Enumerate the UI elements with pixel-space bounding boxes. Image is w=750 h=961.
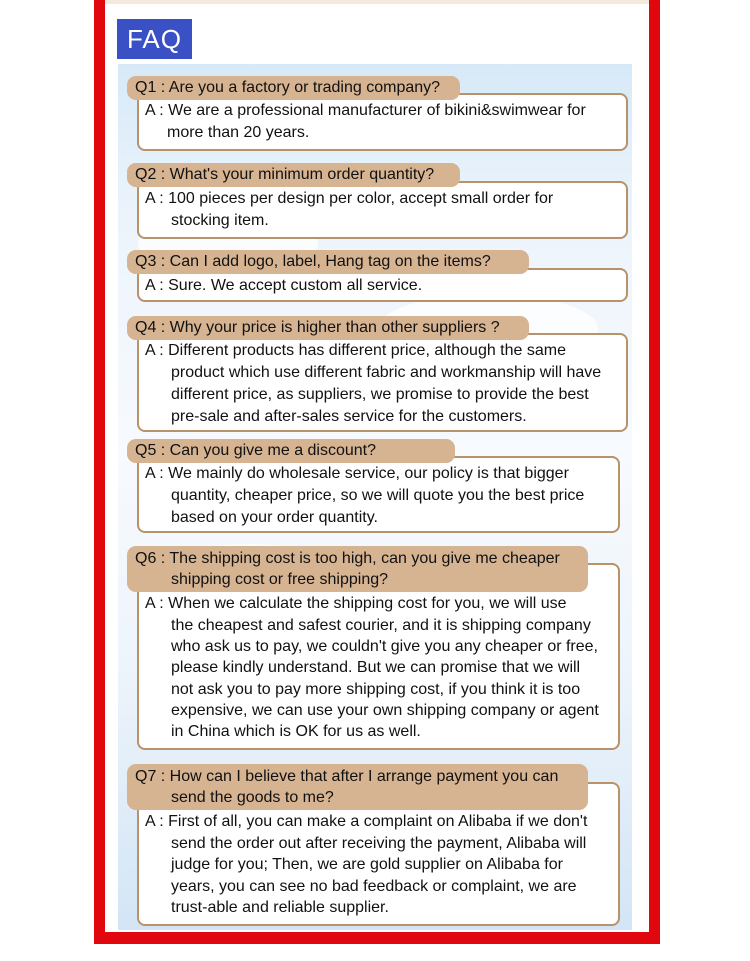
question-label: [127, 764, 588, 810]
question-label: [127, 163, 460, 187]
answer-line: A : Sure. We accept custom all service.: [145, 277, 423, 294]
answer-line: judge for you; Then, we are gold supplier on Alibaba for: [171, 856, 563, 873]
question-label: [127, 316, 529, 340]
question-line: Q1 : Are you a factory or trading company?: [135, 79, 441, 96]
question-label: [127, 76, 460, 100]
question-line: Q3 : Can I add logo, label, Hang tag on the items?: [135, 253, 491, 270]
answer-line: years, you can see no bad feedback or complaint, we are: [171, 878, 577, 895]
answer-line: different price, as suppliers, we promise to provide the best: [171, 386, 589, 403]
answer-line: expensive, we can use your own shipping company or agent: [171, 702, 599, 719]
question-line: Q7 : How can I believe that after I arrange payment you can: [135, 768, 559, 785]
answer-line: quantity, cheaper price, so we will quote you the best price: [171, 487, 585, 504]
question-line: Q6 : The shipping cost is too high, can you give me cheaper: [135, 550, 560, 567]
question-line: Q4 : Why your price is higher than other suppliers ?: [135, 319, 500, 336]
faq-heading: FAQ: [117, 19, 192, 59]
answer-line: product which use different fabric and workmanship will have: [171, 364, 602, 381]
answer-line: A : When we calculate the shipping cost for you, we will use: [145, 595, 567, 612]
answer-line: A : First of all, you can make a complaint on Alibaba if we don't: [145, 813, 588, 830]
answer-box: [137, 456, 620, 533]
answer-line: pre-sale and after-sales service for the customers.: [171, 408, 527, 425]
answer-line: not ask you to pay more shipping cost, if you think it is too: [171, 681, 581, 698]
answer-line: send the order out after receiving the payment, Alibaba will: [171, 835, 587, 852]
answer-line: based on your order quantity.: [171, 509, 378, 526]
question-line: Q2 : What's your minimum order quantity?: [135, 166, 435, 183]
question-line: send the goods to me?: [171, 789, 334, 806]
answer-line: who ask us to pay, we couldn't give you any cheaper or free,: [171, 638, 598, 655]
question-label: [127, 250, 529, 274]
question-label: [127, 546, 588, 592]
answer-line: A : 100 pieces per design per color, accept small order for: [145, 190, 554, 207]
answer-line: the cheapest and safest courier, and it is shipping company: [171, 617, 591, 634]
top-strip: [105, 0, 649, 4]
question-label: [127, 439, 455, 463]
answer-line: trust-able and reliable supplier.: [171, 899, 389, 916]
answer-line: more than 20 years.: [167, 124, 310, 141]
question-line: shipping cost or free shipping?: [171, 571, 389, 588]
answer-box: [137, 93, 628, 151]
answer-line: A : Different products has different price, although the same: [145, 342, 566, 359]
question-line: Q5 : Can you give me a discount?: [135, 442, 377, 459]
answer-line: in China which is OK for us as well.: [171, 723, 421, 740]
answer-line: A : We mainly do wholesale service, our policy is that bigger: [145, 465, 569, 482]
answer-box: [137, 333, 628, 432]
answer-line: A : We are a professional manufacturer of bikini&swimwear for: [145, 102, 586, 119]
answer-box: [137, 181, 628, 239]
answer-line: stocking item.: [171, 212, 269, 229]
answer-line: please kindly understand. But we can promise that we will: [171, 659, 581, 676]
